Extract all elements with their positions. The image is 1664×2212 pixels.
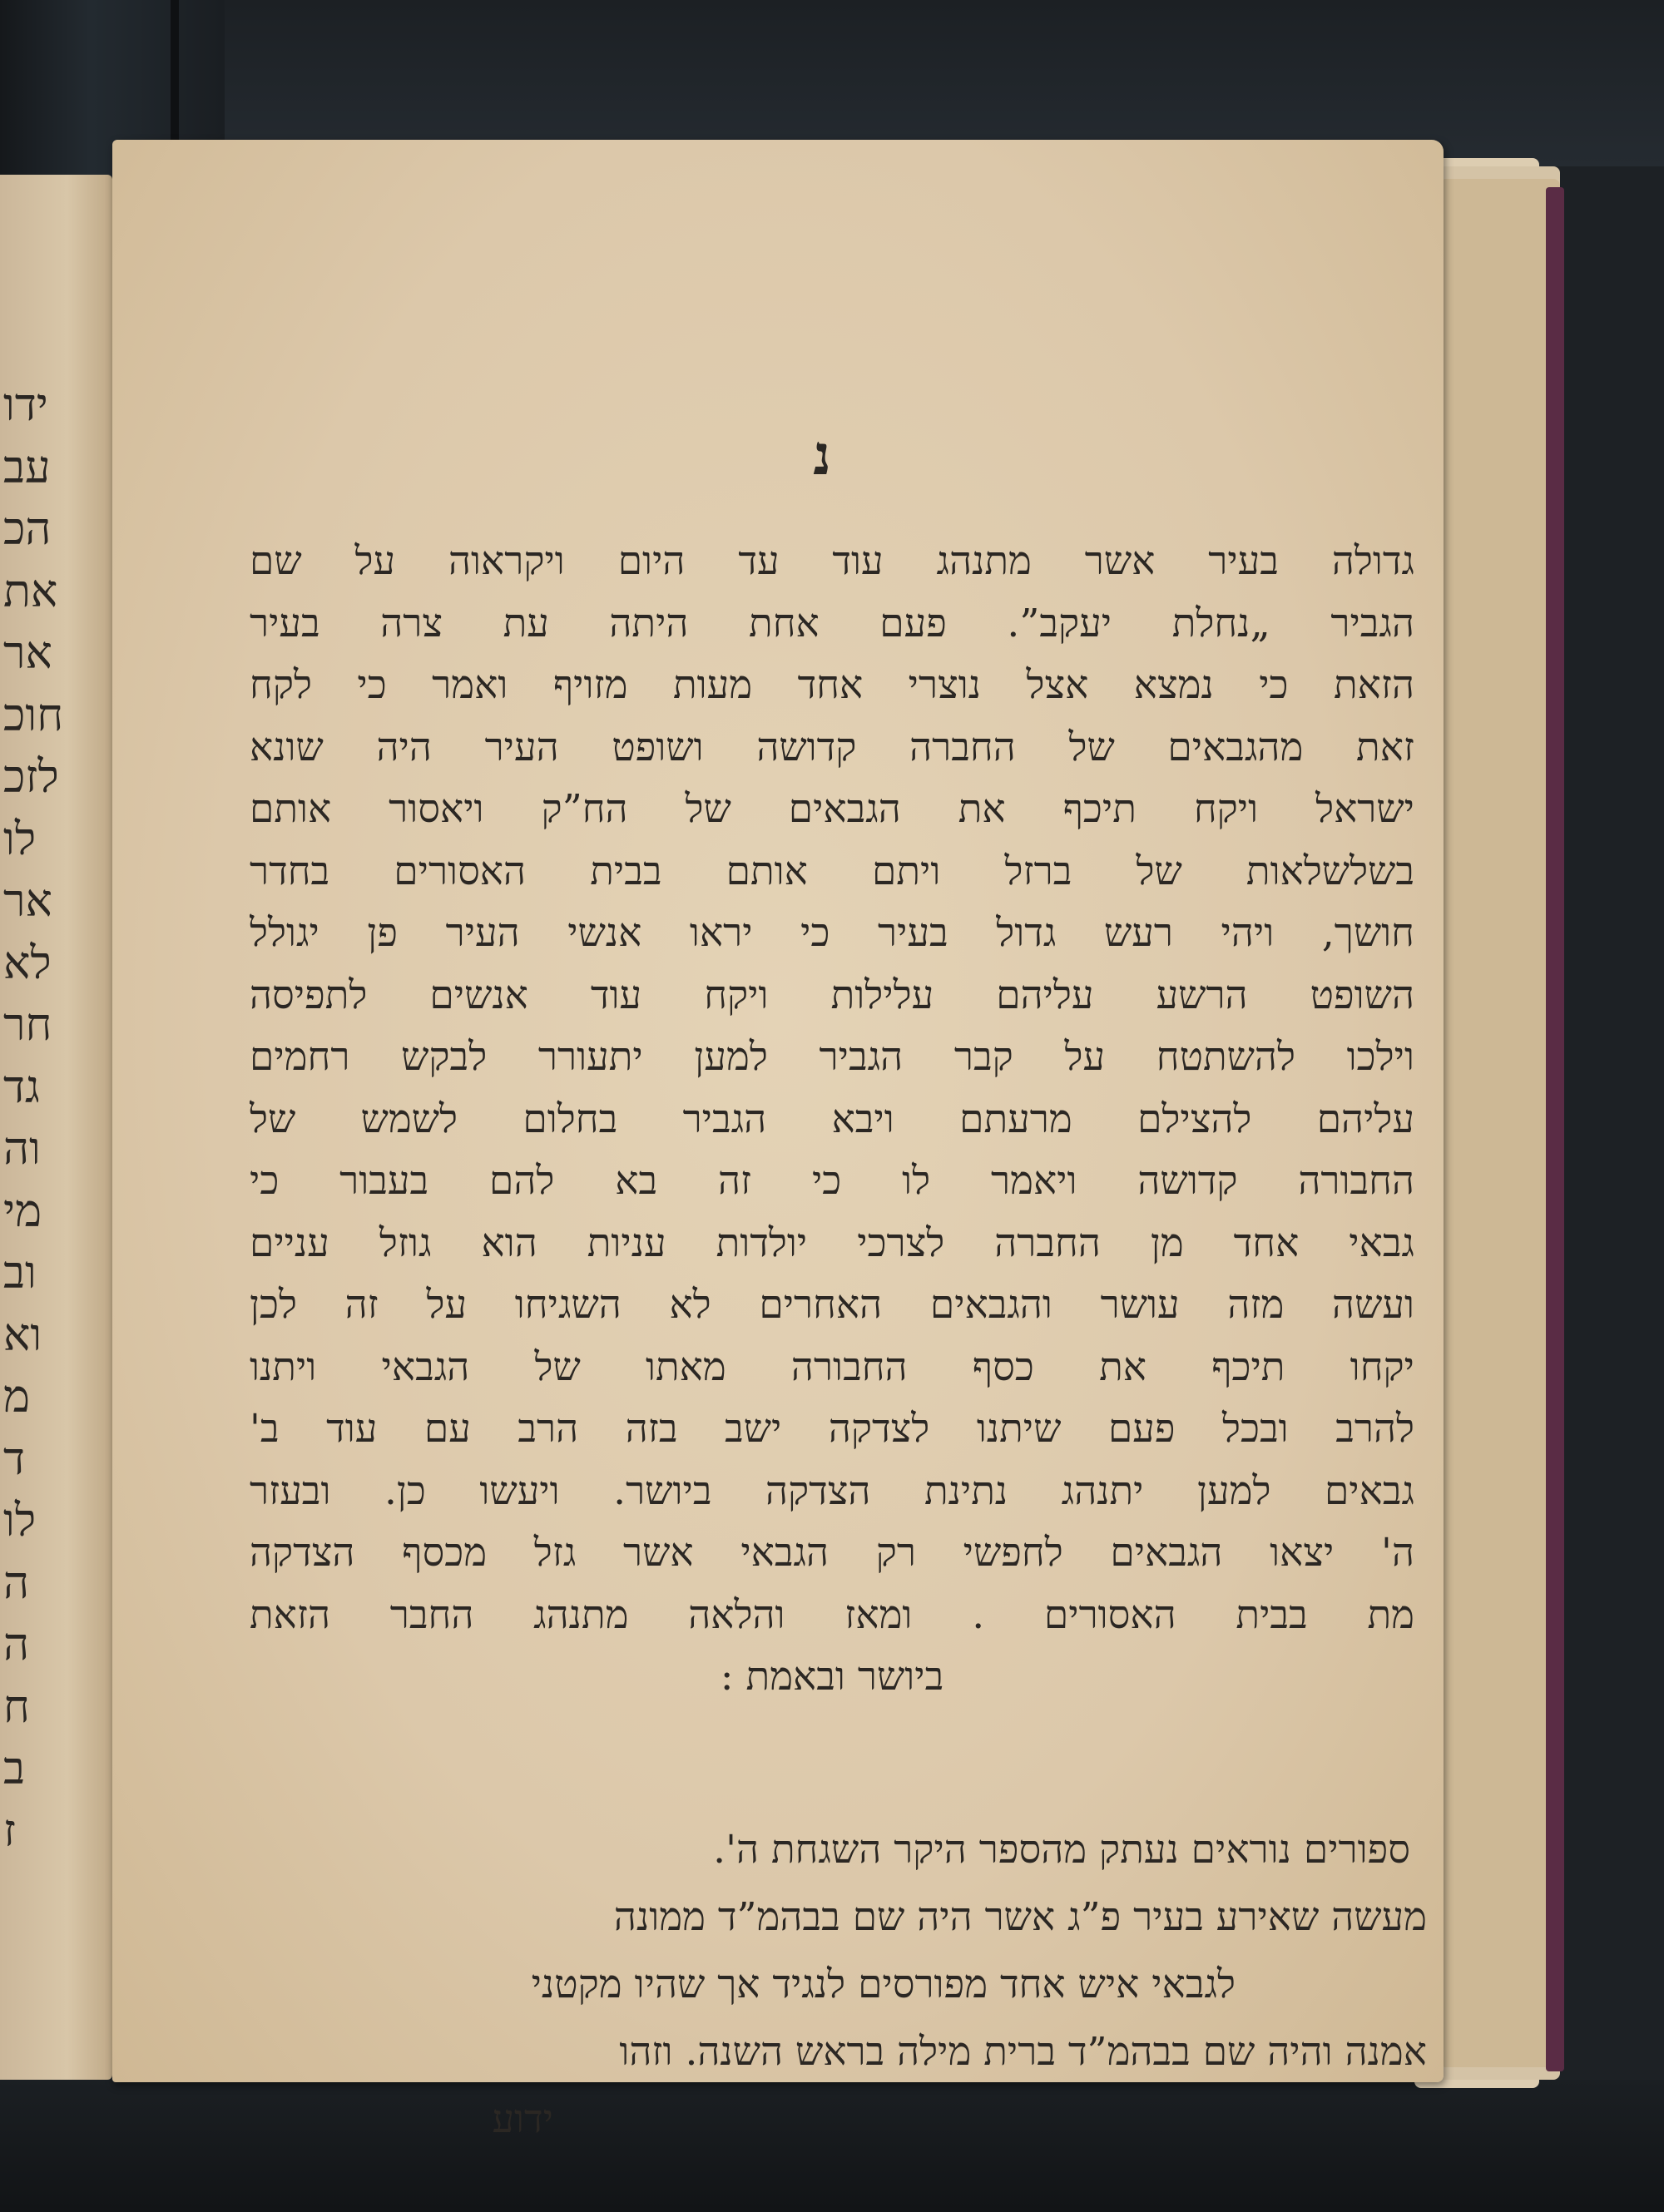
text-line: חושך, ויהי רעש גדול בעיר כי יראו אנשי העיר פן יגולל — [250, 910, 1414, 956]
text-line: גבאי אחד מן החברה לצרכי יולדות עניות הוא גוזל עניים — [250, 1220, 1414, 1266]
left-page-line: לזכ — [3, 750, 59, 803]
story-paragraph — [250, 531, 1414, 1709]
text-line: לגבאי איש אחד מפורסים לנגיד אך שהיו מקטני — [531, 1962, 1236, 2007]
left-page-line: ה — [3, 1618, 30, 1670]
left-page-line: וה — [3, 1122, 41, 1175]
left-page-line: אר — [3, 626, 52, 679]
text-line: החבורה קדושה ויאמר לו כי זה בא להם בעבור כי — [250, 1158, 1414, 1204]
left-page-line: עב — [3, 440, 51, 493]
catchword: ידוע — [492, 2096, 553, 2142]
text-line: ביושר ובאמת : — [720, 1654, 944, 1700]
left-page-line: וא — [3, 1308, 42, 1361]
left-page-line: ז — [3, 1804, 17, 1857]
left-page-line: גד — [3, 1060, 40, 1113]
text-line: ה' יצאו הגבאים לחפשי רק הגבאי אשר גזל מכסף הצדקה — [250, 1530, 1414, 1576]
left-page-line: ידו — [3, 379, 48, 431]
left-page-line: את — [3, 564, 58, 617]
left-page-line: ח — [3, 1680, 30, 1733]
left-page-line: ה — [3, 1556, 30, 1609]
story-paragraph-2 — [279, 1816, 1427, 2153]
text-line: גבאים למען יתנהג נתינת הצדקה ביושר. ויעשו כן. ובעזר — [250, 1467, 1414, 1514]
text-line: אמנה והיה שם בבהמ”ד ברית מילה בראש השנה. וזהו — [619, 2029, 1427, 2075]
left-page-line: וב — [3, 1246, 37, 1299]
text-line: מעשה שאירע בעיר פ”ג אשר היה שם בבהמ”ד ממונה — [613, 1894, 1427, 1940]
left-page-line: מ — [3, 1370, 31, 1423]
text-line: זאת מהגבאים של החברה קדושה ושופט העיר היה שונא — [250, 724, 1414, 770]
left-page-line: הכ — [3, 502, 52, 555]
text-line: להרב ובכל פעם שיתנו לצדקה ישב בזה הרב עם עוד ב' — [250, 1406, 1414, 1452]
text-line: הזאת כי נמצא אצל נוצרי אחד מעות מזויף ואמר כי לקח — [250, 662, 1414, 708]
left-page-line: לו — [3, 812, 37, 865]
text-line: ועשה מזה עושר והגבאים האחרים לא השגיחו על זה לכן — [250, 1282, 1414, 1328]
book-edge-binding — [1546, 187, 1564, 2071]
page-number: נ — [813, 423, 831, 487]
text-line: השופט הרשע עליהם עלילות ויקח עוד אנשים לתפיסה — [250, 972, 1414, 1018]
text-line: ישראל ויקח תיכף את הגבאים של הח”ק ויאסור אותם — [250, 786, 1414, 832]
left-page-line: חוכ — [3, 688, 64, 741]
left-page-line: אר — [3, 874, 52, 927]
left-page-line: ב — [3, 1742, 26, 1794]
left-page-line: חר — [3, 998, 52, 1051]
text-line: עליהם להצילם מרעתם ויבא הגביר בחלום לשמש של — [250, 1096, 1414, 1142]
text-line: בשלשלאות של ברזל ויתם אותם בבית האסורים בחדר — [250, 848, 1414, 894]
text-line: מת בבית האסורים . ומאז והלאה מתנהג החבר הזאת — [250, 1591, 1414, 1638]
left-page-line: ד — [3, 1432, 25, 1485]
text-line: גדולה בעיר אשר מתנהג עוד עד היום ויקראוה על שם — [250, 538, 1414, 584]
page-edge — [1439, 179, 1560, 2067]
left-page-line: לא — [3, 936, 52, 989]
text-line: וילכו להשתטח על קבר הגביר למען יתעורר לבקש רחמים — [250, 1034, 1414, 1080]
section-heading: ספורים נוראים נעתק מהספר היקר השגחת ה'. — [713, 1827, 1410, 1873]
left-page-text — [3, 374, 107, 1862]
text-line: יקחו תיכף את כסף החבורה מאתו של הגבאי ויתנו — [250, 1344, 1414, 1390]
left-page-line: מי — [3, 1184, 42, 1237]
book-page — [112, 140, 1444, 2142]
left-page-line: לו — [3, 1494, 37, 1546]
text-line: הגביר „נחלת יעקב”. פעם אחת היתה עת צרה בעיר — [250, 600, 1414, 646]
left-facing-page — [0, 175, 112, 2080]
